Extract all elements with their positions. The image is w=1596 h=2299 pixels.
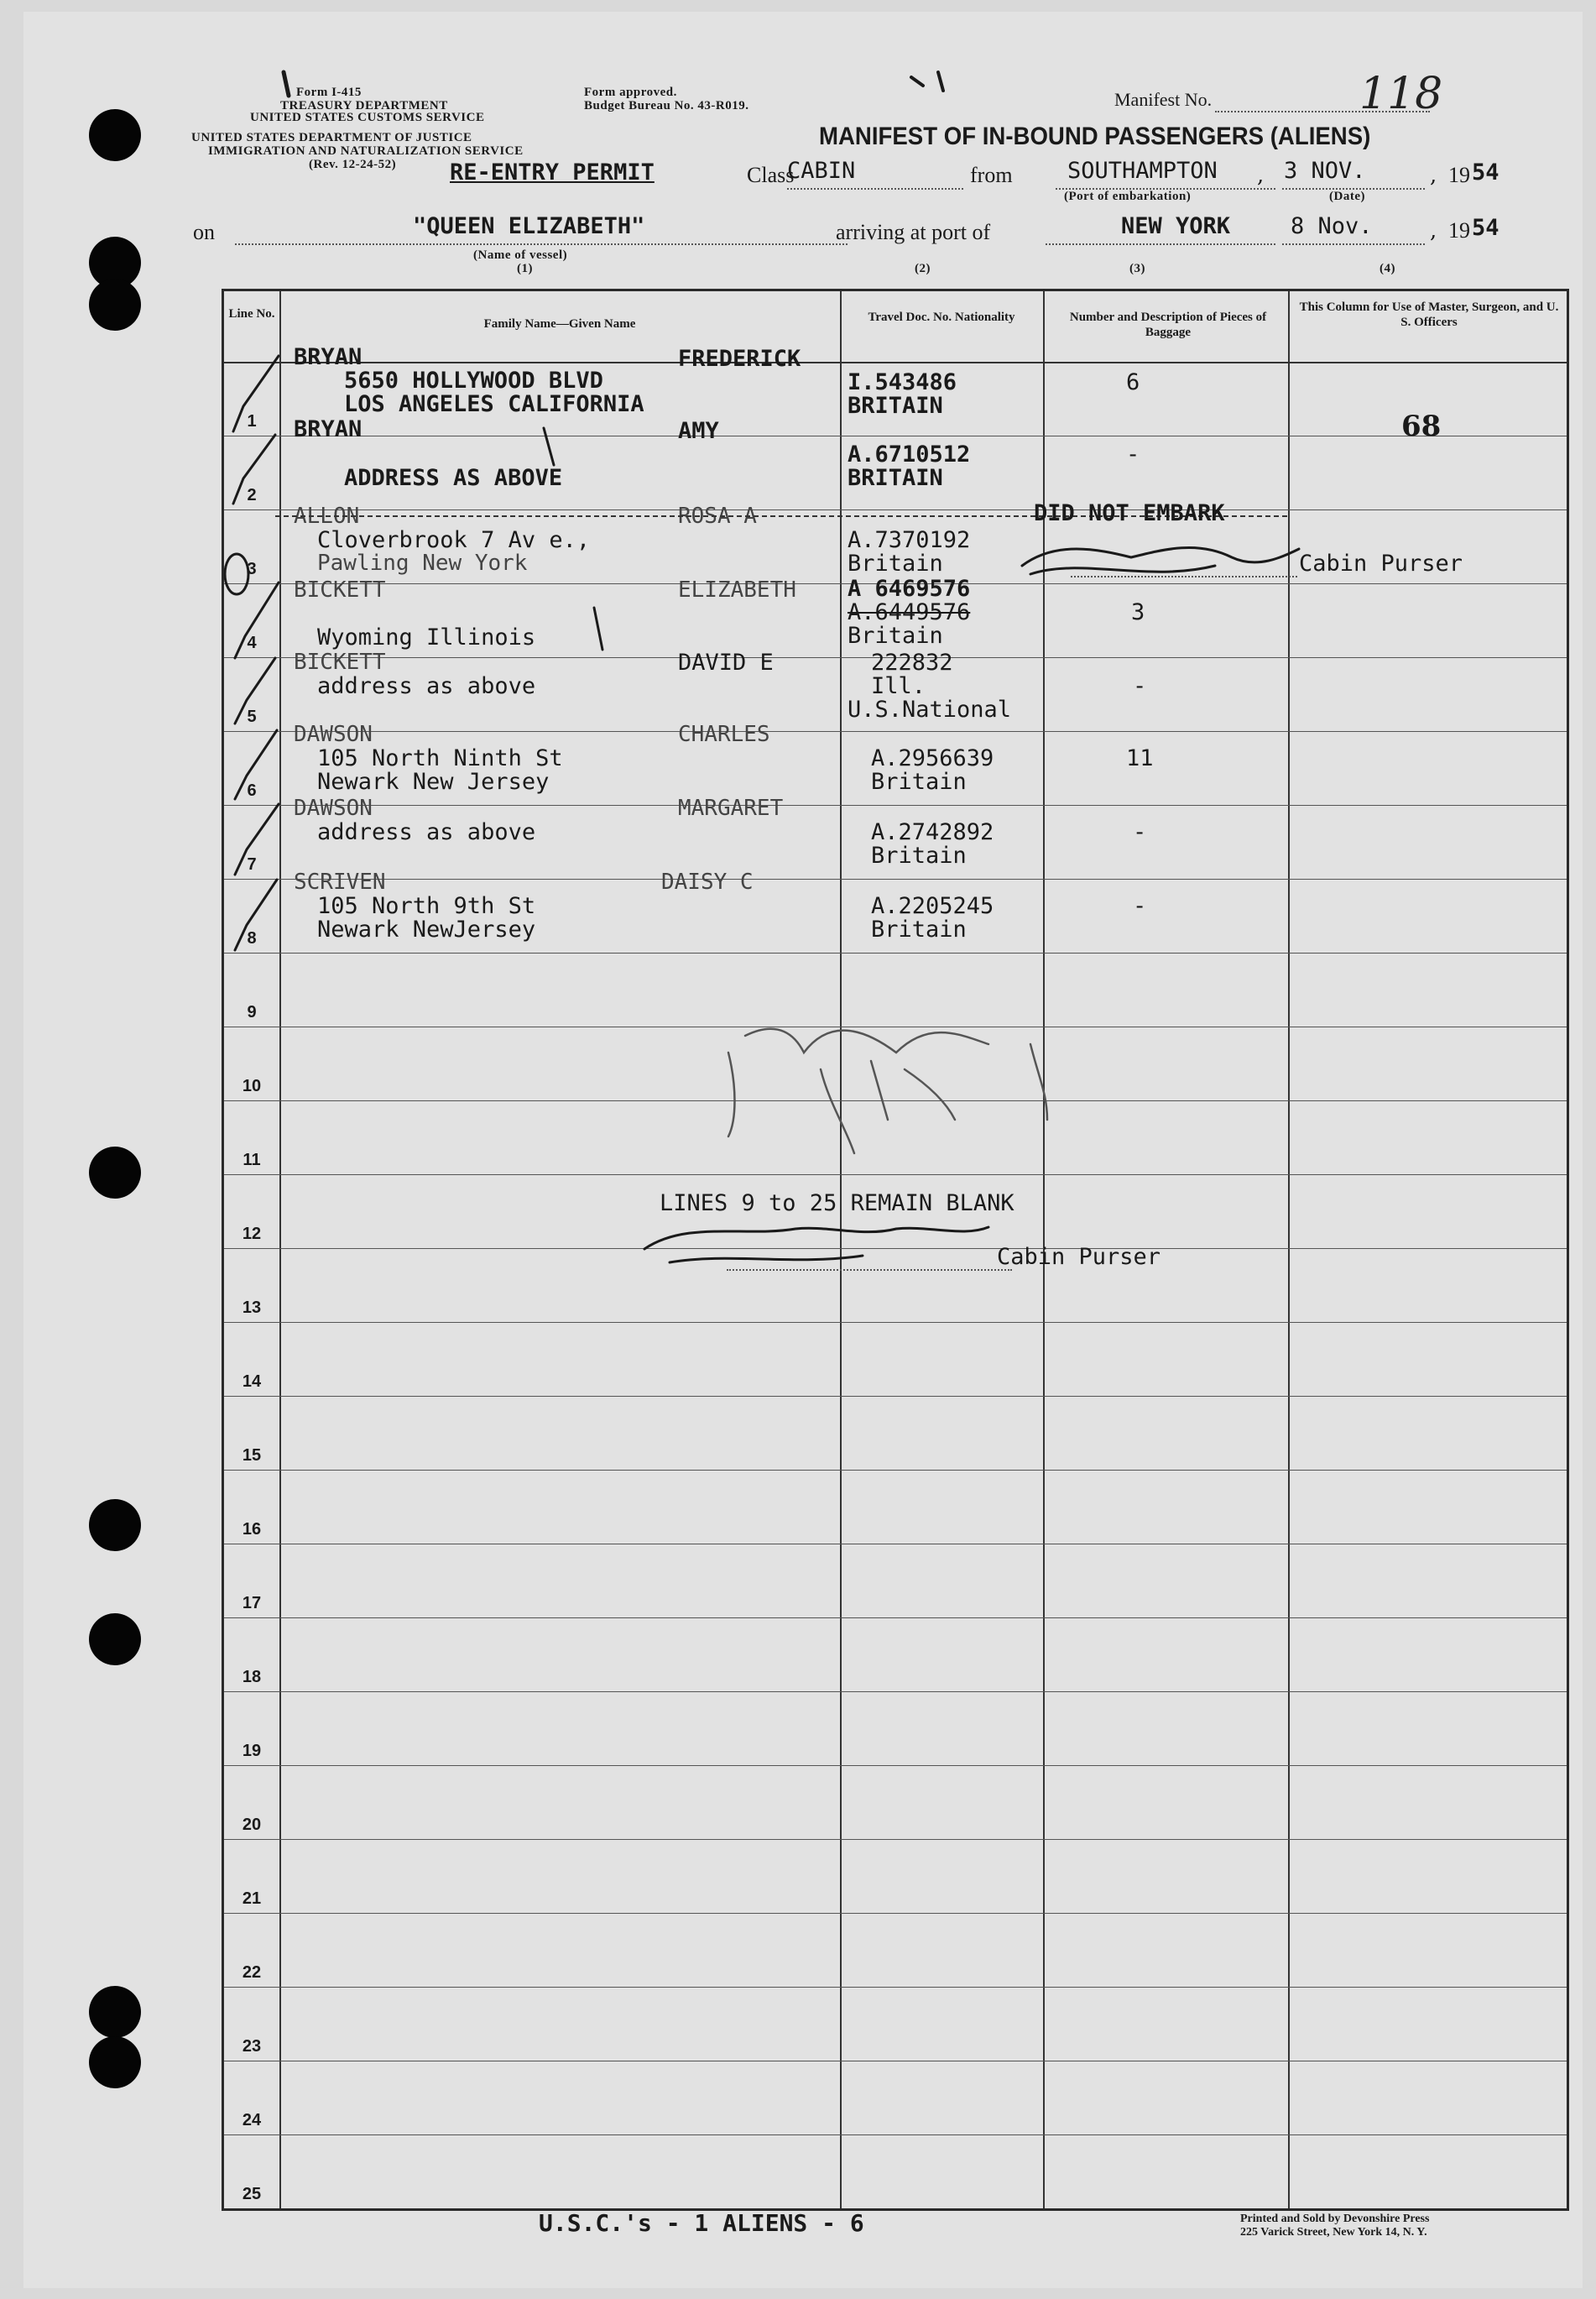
passenger-given-name: MARGARET [678,796,784,821]
line-number: 21 [242,1889,262,1908]
date-caption: (Date) [1329,190,1365,203]
line-number: 12 [242,1225,262,1243]
passenger-address: Pawling New York [317,551,528,576]
nationality: Britain [871,843,967,869]
footer-summary: U.S.C.'s - 1 ALIENS - 6 [539,2209,864,2237]
on-label: on [193,220,215,244]
passenger-address: Newark New Jersey [317,769,550,795]
nationality: U.S.National [848,697,1012,723]
line-number: 3 [247,560,257,578]
vessel-caption-num: (1) [517,262,533,275]
travel-doc-no: A.2742892 [871,819,994,845]
nationality: Britain [871,917,967,943]
passenger-given-name: ROSA A [678,504,757,529]
cabin-purser-label: Cabin Purser [997,1244,1161,1270]
nationality: Britain [848,623,943,649]
check-mark [235,658,275,724]
handwriting-overlay [23,12,1583,2288]
passenger-address: Cloverbrook 7 Av e., [317,527,591,553]
passenger-address: 5650 HOLLYWOOD BLVD [344,368,603,394]
officer-total: 68 [1401,410,1442,443]
passenger-family-name: BRYAN [294,416,362,442]
line-number: 15 [242,1446,262,1465]
line-number: 4 [247,634,257,652]
baggage-count: 11 [1126,745,1154,771]
passenger-family-name: ALLON [294,504,360,529]
col3-num: (3) [1129,262,1145,275]
passenger-family-name: BICKETT [294,577,386,603]
col-header-baggage: Number and Description of Pieces of Baggage [1069,311,1267,339]
ins-service: IMMIGRATION AND NATURALIZATION SERVICE [208,144,524,158]
line-number: 20 [242,1816,262,1834]
travel-doc-no: I.543486 [848,369,957,395]
line-number: 17 [242,1594,262,1612]
reentry-permit-stamp: RE-ENTRY PERMIT [450,159,655,185]
signature-scribble [1022,547,1299,566]
embarkation-date: 3 NOV. [1284,158,1366,184]
passenger-given-name: DAVID E [678,650,774,676]
line-number: 2 [247,486,257,504]
line-number: 1 [247,412,257,431]
vessel-name: "QUEEN ELIZABETH" [413,213,645,239]
year-1: 54 [1472,159,1500,185]
check-mark [235,804,279,875]
baggage-count: - [1133,819,1147,845]
passenger-family-name: BRYAN [294,344,362,370]
from-label: from [970,163,1013,187]
year-prefix-1: 19 [1448,163,1470,187]
passenger-family-name: SCRIVEN [294,870,386,895]
line-number: 24 [242,2111,262,2129]
col-header-travel-doc: Travel Doc. No. Nationality [868,311,1015,324]
class-value: CABIN [787,158,856,184]
passenger-address: address as above [317,819,536,845]
line-number: 5 [247,708,257,726]
col4-num: (4) [1380,262,1395,275]
travel-doc-no: A.2956639 [871,745,994,771]
line-number: 11 [243,1151,261,1169]
check-mark [233,356,279,431]
printer-address: 225 Varick Street, New York 14, N. Y. [1240,2226,1427,2239]
line-number: 23 [242,2037,262,2056]
manifest-no-label: Manifest No. [1114,89,1213,110]
pencil-notation [728,1029,988,1136]
travel-doc-no-struck: A.6449576 [848,599,971,625]
form-revision: (Rev. 12-24-52) [309,158,397,171]
travel-doc-state: Ill. [871,673,926,699]
line-number: 7 [247,855,257,874]
passenger-address: ADDRESS AS ABOVE [344,465,563,491]
remain-blank-note: LINES 9 to 25 REMAIN BLANK [660,1190,1014,1216]
manifest-page: Form I-415 TREASURY DEPARTMENT UNITED STATES CUSTOMS SERVICE Form approved. Budget Bureau No. 43-R019. UNITED STATES DEPARTMENT OF JUSTICE IMMIGRATION AND NATURALIZATION SERVICE (Rev. 12-24-52) Manifest No. 118 MANIFEST OF IN-BOUND PASSENGERS (ALIENS) RE-ENTRY PERMIT Class CABIN from SOUTHAMPTON , 3 NOV. , 19 54 (Port of embarkation) (Date) on "QUEEN ELIZABETH" (Name of vessel) (1) arriving at port of NEW YORK 8 Nov. , 19 54 (2) (3) (4) Line No. Family Name—Given Name Travel Doc. No. Nationality Number and Description of Pieces of Baggage This Column for Use of Master, Surgeon, and U. S. Officers 1 2 3 4 5 6 7 8 9 10 11 12 13 14 15 16 17 18 19 20 21 22 23 24 25 BRYAN FREDERICK 5650 HOLLYWOOD BLVD LOS ANGELES CALIFORNIA I.543486 BRITAIN 6 68 BRYAN AMY ADDRESS AS ABOVE A.6710512 BRITAIN - ALLON ROSA A DID NOT EMBARK Cloverbrook 7 Av e., Pawling New York A.7370192 Britain Cabin Purser BICKETT ELIZABETH Wyoming Illinois A 6469576 A.6449576 Britain 3 BICKETT DAVID E address as above 222832 Ill. U.S.National - DAWSON CHARLES 105 North Ninth St Newark New Jersey A.2956639 Britain 11 DAWSON MARGARET address as above A.2742892 Britain - SCRIVEN DAISY C 105 North 9th St Newark NewJersey A.2205245 Britain - LINES 9 to 25 REMAIN BLANK Cabin Purser U.S.C.'s - 1 ALIENS - 6 Printed and Sold by Devonshire Press 225 Varick Street, New York 14, N. Y. [23,12,1583,2288]
passenger-family-name: DAWSON [294,796,373,821]
col-header-name: Family Name—Given Name [483,317,636,331]
passenger-address: LOS ANGELES CALIFORNIA [344,391,644,417]
line-number: 22 [242,1963,262,1982]
treasury-dept: TREASURY DEPARTMENT [280,99,448,112]
line-number: 6 [247,781,257,800]
manifest-title: MANIFEST OF IN-BOUND PASSENGERS (ALIENS) [819,123,1371,150]
passenger-given-name: FREDERICK [678,346,801,372]
class-label: Class [747,163,795,187]
passenger-address: 105 North Ninth St [317,745,563,771]
passenger-address: Newark NewJersey [317,917,536,943]
arrival-port: NEW YORK [1121,213,1231,239]
budget-bureau: Budget Bureau No. 43-R019. [584,99,749,112]
baggage-count: 6 [1126,369,1140,395]
col2-num: (2) [915,262,931,275]
check-mark [233,435,275,504]
port-embark-caption: (Port of embarkation) [1064,190,1192,203]
line-number: 9 [247,1003,257,1021]
arrival-date: 8 Nov. [1291,213,1373,239]
travel-doc-no: A.7370192 [848,527,971,553]
port-of-embarkation: SOUTHAMPTON [1067,158,1218,184]
passenger-given-name: ELIZABETH [678,577,796,603]
passenger-family-name: DAWSON [294,722,373,747]
line-number: 18 [242,1668,262,1686]
passenger-given-name: AMY [678,418,719,444]
travel-doc-no: 222832 [871,650,953,676]
check-mark [235,880,277,950]
baggage-count: - [1133,673,1147,699]
check-mark [235,730,277,799]
circle-mark [225,554,248,594]
signature-scribble [644,1227,988,1249]
justice-dept: UNITED STATES DEPARTMENT OF JUSTICE [191,131,472,144]
col-header-officers: This Column for Use of Master, Surgeon, and U. S. Officers [1299,300,1559,329]
year-prefix-2: 19 [1448,218,1470,243]
line-number: 16 [242,1520,262,1539]
passenger-given-name: DAISY C [661,870,754,895]
travel-doc-no: A.2205245 [871,893,994,919]
cabin-purser-signature-label: Cabin Purser [1299,551,1463,577]
baggage-count: 3 [1131,599,1145,625]
vessel-caption: (Name of vessel) [473,248,568,262]
nationality: BRITAIN [848,465,943,491]
passenger-given-name: CHARLES [678,722,770,747]
col-header-line-no: Line No. [228,307,275,321]
travel-doc-no: A 6469576 [848,576,971,602]
passenger-address: 105 North 9th St [317,893,536,919]
passenger-family-name: BICKETT [294,650,386,675]
line-number: 8 [247,929,257,948]
line-number: 13 [242,1298,262,1317]
arriving-label: arriving at port of [836,220,991,244]
nationality: BRITAIN [848,393,943,419]
did-not-embark-stamp: DID NOT EMBARK [1034,500,1225,526]
travel-doc-no: A.6710512 [848,442,971,468]
form-approved: Form approved. [584,86,677,99]
baggage-count: - [1126,442,1140,468]
printer-credit: Printed and Sold by Devonshire Press [1240,2213,1430,2225]
nationality: Britain [871,769,967,795]
form-number: Form I-415 [296,86,362,99]
manifest-no-handwritten: 118 [1359,69,1443,119]
line-number: 10 [242,1077,262,1095]
line-number: 19 [242,1742,262,1760]
customs-service: UNITED STATES CUSTOMS SERVICE [250,111,485,124]
passenger-address: address as above [317,673,536,699]
year-2: 54 [1472,215,1500,241]
passenger-address: Wyoming Illinois [317,624,536,651]
line-number: 25 [242,2185,262,2203]
nationality: Britain [848,551,943,577]
line-number: 14 [242,1372,262,1391]
baggage-count: - [1133,893,1147,919]
